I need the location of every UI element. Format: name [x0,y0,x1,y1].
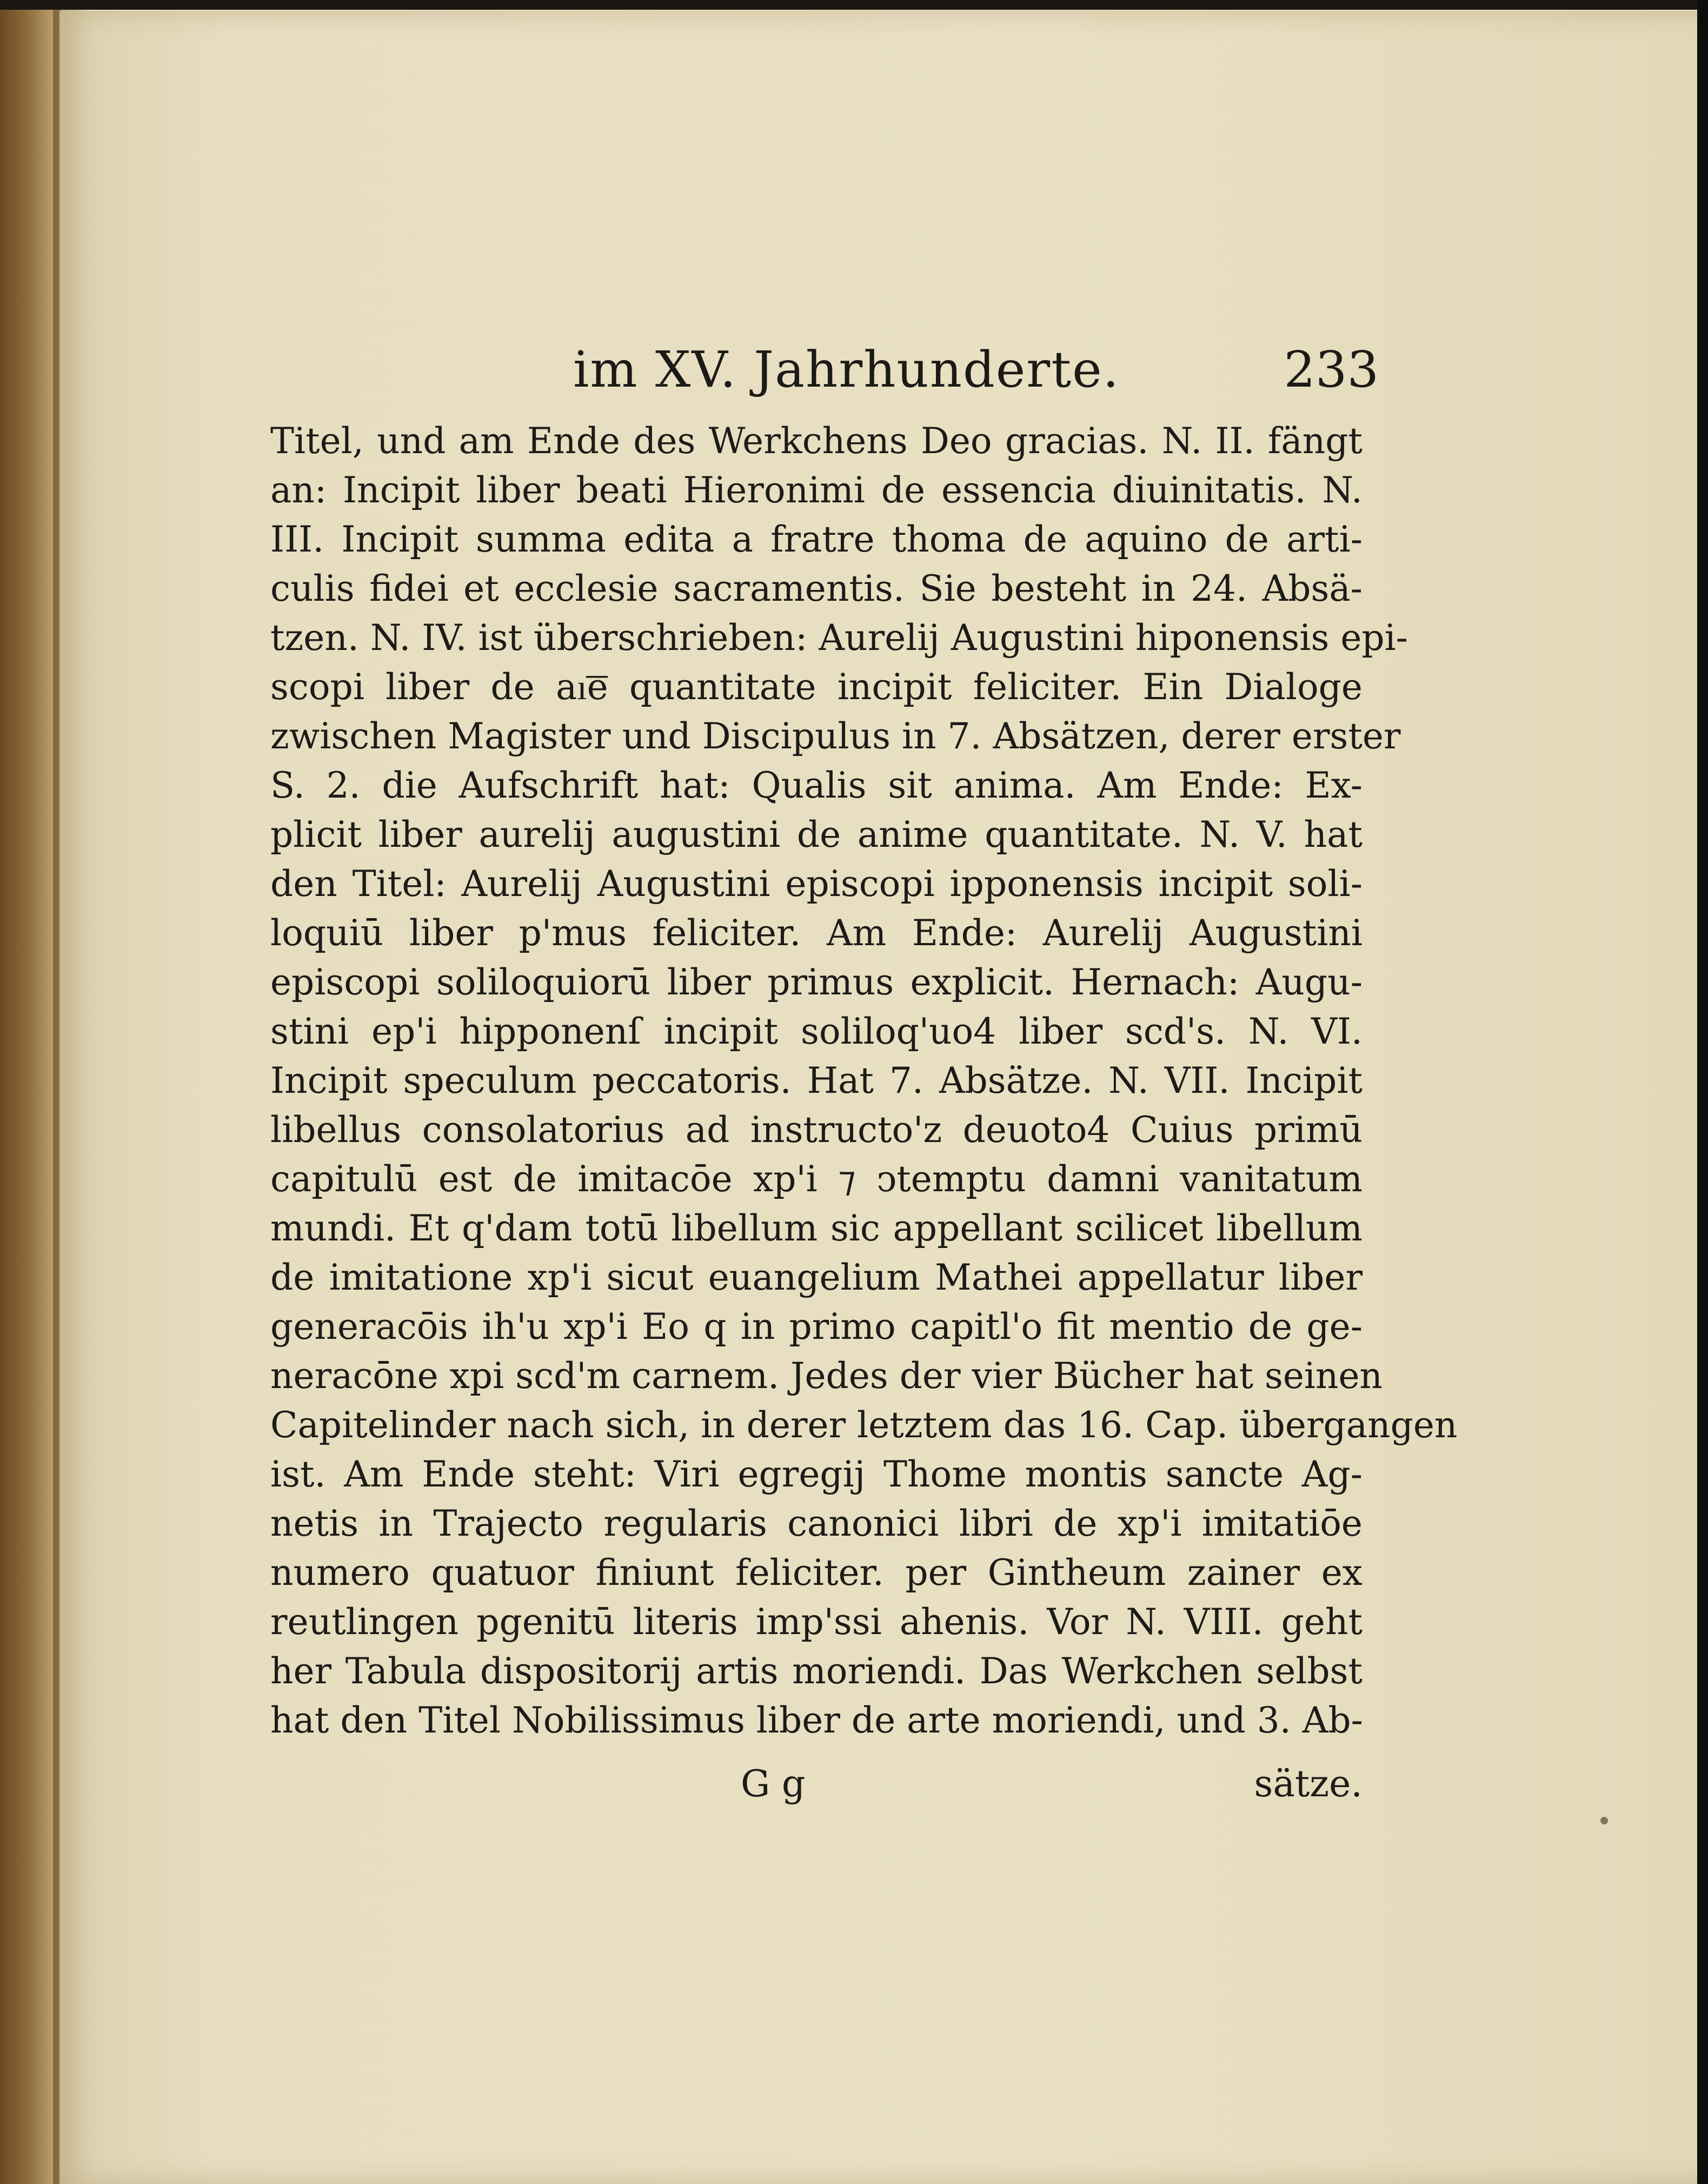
text-line: hat den Titel Nobilissimus liber de arte moriendi, und 3. Ab- [270,1700,1363,1741]
paper-speck [1600,1817,1608,1824]
text-line: plicit liber aurelij augustini de anime quantitate. N. V. hat [270,814,1363,855]
text-line: Titel, und am Ende des Werkchens Deo gracias. N. II. fängt [270,420,1363,462]
text-line: tzen. N. IV. ist überschrieben: Aurelij Augustini hiponensis epi- [270,617,1408,659]
text-line: reutlingen pgenitū literis imp'ssi ahenis. Vor N. VIII. geht [270,1601,1363,1643]
page-number: 233 [1284,341,1379,399]
catchword: sätze. [1254,1763,1363,1805]
text-line: Incipit speculum peccatoris. Hat 7. Absätze. N. VII. Incipit [270,1060,1363,1101]
text-line: netis in Trajecto regularis canonici libri de xp'i imitatiōe [270,1503,1363,1544]
text-line: Capitelinder nach sich, in derer letztem das 16. Cap. übergangen [270,1404,1458,1446]
signature-mark: G g [741,1763,806,1805]
text-line: mundi. Et q'dam totū libellum sic appellant scilicet libellum [270,1207,1363,1249]
text-line: loquiū liber p'mus feliciter. Am Ende: Aurelij Augustini [270,912,1363,954]
text-line: libellus consolatorius ad instructo'z deuoto4 Cuius primū [270,1109,1363,1151]
text-line: generacōis ih'u xp'i Eo q in primo capitl'o fit mentio de ge- [270,1306,1363,1347]
text-line: her Tabula dispositorij artis moriendi. Das Werkchen selbst [270,1650,1363,1692]
text-line: culis fidei et ecclesie sacramentis. Sie besteht in 24. Absä- [270,568,1363,609]
running-header [270,341,1379,400]
text-line: capitulū est de imitacōe xp'i ⁊ ↄtemptu damni vanitatum [270,1158,1363,1200]
text-line: numero quatuor finiunt feliciter. per Gintheum zainer ex [270,1552,1363,1594]
scan-top-border [0,0,1708,10]
text-line: de imitatione xp'i sicut euangelium Mathei appellatur liber [270,1257,1363,1298]
text-line: III. Incipit summa edita a fratre thoma de aquino de arti- [270,519,1363,560]
page-footer [270,1763,1363,1817]
running-title: im XV. Jahrhunderte. [573,341,1120,399]
body-text [270,416,1458,1745]
text-line: episcopi soliloquiorū liber primus explicit. Hernach: Augu- [270,961,1363,1003]
text-line: S. 2. die Aufschrift hat: Qualis sit anima. Am Ende: Ex- [270,765,1363,806]
scan-right-border [1697,0,1708,2184]
text-line: ist. Am Ende steht: Viri egregij Thome montis sancte Ag- [270,1453,1363,1495]
text-line: zwischen Magister und Discipulus in 7. Absätzen, derer erster [270,715,1401,757]
text-line: neracōne xpi scd'm carnem. Jedes der vier Bücher hat seinen [270,1355,1383,1397]
text-line: stini ep'i hipponenſ incipit soliloq'uo4 liber scd's. N. VI. [270,1011,1363,1052]
text-line: an: Incipit liber beati Hieronimi de essencia diuinitatis. N. [270,469,1363,511]
text-line: den Titel: Aurelij Augustini episcopi ipponensis incipit soli- [270,863,1363,905]
text-line: scopi liber de aı͞e quantitate incipit feliciter. Ein Dialoge [270,666,1363,708]
